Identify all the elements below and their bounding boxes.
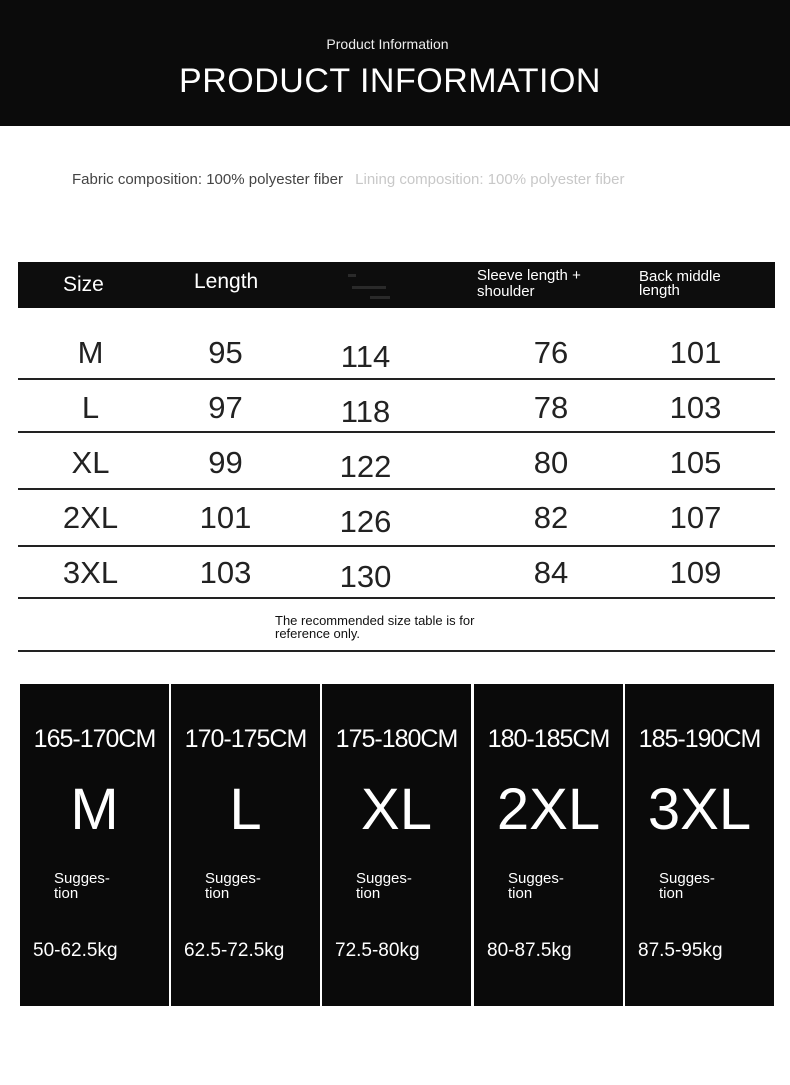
recommendation-card (474, 684, 623, 1006)
weight-range: 72.5-80kg (335, 940, 420, 961)
cell-chest: 114 (340, 339, 391, 374)
size-table-header (18, 262, 775, 308)
recommendation-card (20, 684, 169, 1006)
size-table-note: The recommended size table is for reference only. (275, 613, 475, 641)
weight-range: 87.5-95kg (638, 940, 723, 961)
cell-sleeve: 84 (533, 555, 569, 590)
cell-back-length: 109 (669, 555, 722, 590)
table-row (18, 490, 775, 544)
table-row (18, 325, 775, 379)
recommendation-card (171, 684, 320, 1006)
recommended-size: 3XL (647, 777, 752, 842)
weight-range: 80-87.5kg (487, 940, 572, 961)
cell-chest: 122 (339, 449, 392, 484)
obscured-mark (370, 296, 390, 299)
fabric-composition: Fabric composition: 100% polyester fiber (72, 171, 343, 188)
suggestion-label: Sugges- tion (205, 870, 261, 902)
weight-range: 62.5-72.5kg (184, 940, 285, 961)
cell-length: 97 (208, 390, 243, 425)
suggestion-label: Sugges- tion (659, 870, 715, 902)
header-length: Length (194, 270, 259, 293)
header-sleeve-shoulder: Sleeve length + shoulder (477, 267, 581, 300)
cell-chest: 118 (340, 394, 391, 429)
cell-length: 103 (199, 555, 252, 590)
suggestion-label: Sugges- tion (356, 870, 412, 902)
height-range: 180-185CM (487, 725, 610, 753)
cell-back-length: 107 (669, 500, 722, 535)
recommended-size: 2XL (496, 777, 601, 842)
cell-sleeve: 78 (533, 390, 569, 425)
recommended-size: XL (361, 777, 432, 842)
banner-title: PRODUCT INFORMATION (179, 62, 601, 100)
cell-length: 101 (199, 500, 252, 535)
cell-back-length: 103 (669, 390, 722, 425)
cell-size: 2XL (62, 500, 119, 535)
header-banner (0, 0, 790, 126)
table-row (18, 435, 775, 489)
table-row (18, 380, 775, 434)
recommendation-card (322, 684, 471, 1006)
cell-sleeve: 80 (533, 445, 569, 480)
recommendation-card (625, 684, 774, 1006)
cell-size: M (77, 335, 104, 370)
cell-length: 99 (208, 445, 243, 480)
weight-range: 50-62.5kg (33, 940, 118, 961)
height-range: 170-175CM (184, 725, 307, 753)
height-range: 175-180CM (335, 725, 458, 753)
recommended-size: L (229, 777, 262, 842)
suggestion-label: Sugges- tion (54, 870, 110, 902)
note-divider (18, 650, 775, 652)
obscured-mark (348, 274, 356, 277)
cell-chest: 130 (339, 559, 392, 594)
cell-back-length: 105 (669, 445, 722, 480)
height-range: 165-170CM (33, 725, 156, 753)
header-back-middle-length: Back middle length (639, 268, 721, 299)
obscured-mark (352, 286, 386, 289)
recommended-size: M (70, 777, 119, 842)
cell-size: L (81, 390, 100, 425)
cell-size: 3XL (62, 555, 119, 590)
size-recommendation-cards (20, 684, 775, 1006)
banner-subtitle: Product Information (326, 36, 449, 52)
header-size: Size (63, 273, 104, 296)
cell-size: XL (71, 445, 110, 480)
cell-sleeve: 76 (533, 335, 569, 370)
cell-length: 95 (208, 335, 243, 370)
suggestion-label: Sugges- tion (508, 870, 564, 902)
lining-composition: Lining composition: 100% polyester fiber (355, 171, 625, 188)
row-divider (18, 431, 775, 433)
cell-chest: 126 (339, 504, 392, 539)
table-row (18, 545, 775, 599)
height-range: 185-190CM (638, 725, 761, 753)
header-chest-obscured (340, 270, 400, 300)
cell-back-length: 101 (669, 335, 722, 370)
table-bottom-rule (18, 597, 775, 599)
fabric-info (72, 171, 624, 188)
cell-sleeve: 82 (533, 500, 569, 535)
